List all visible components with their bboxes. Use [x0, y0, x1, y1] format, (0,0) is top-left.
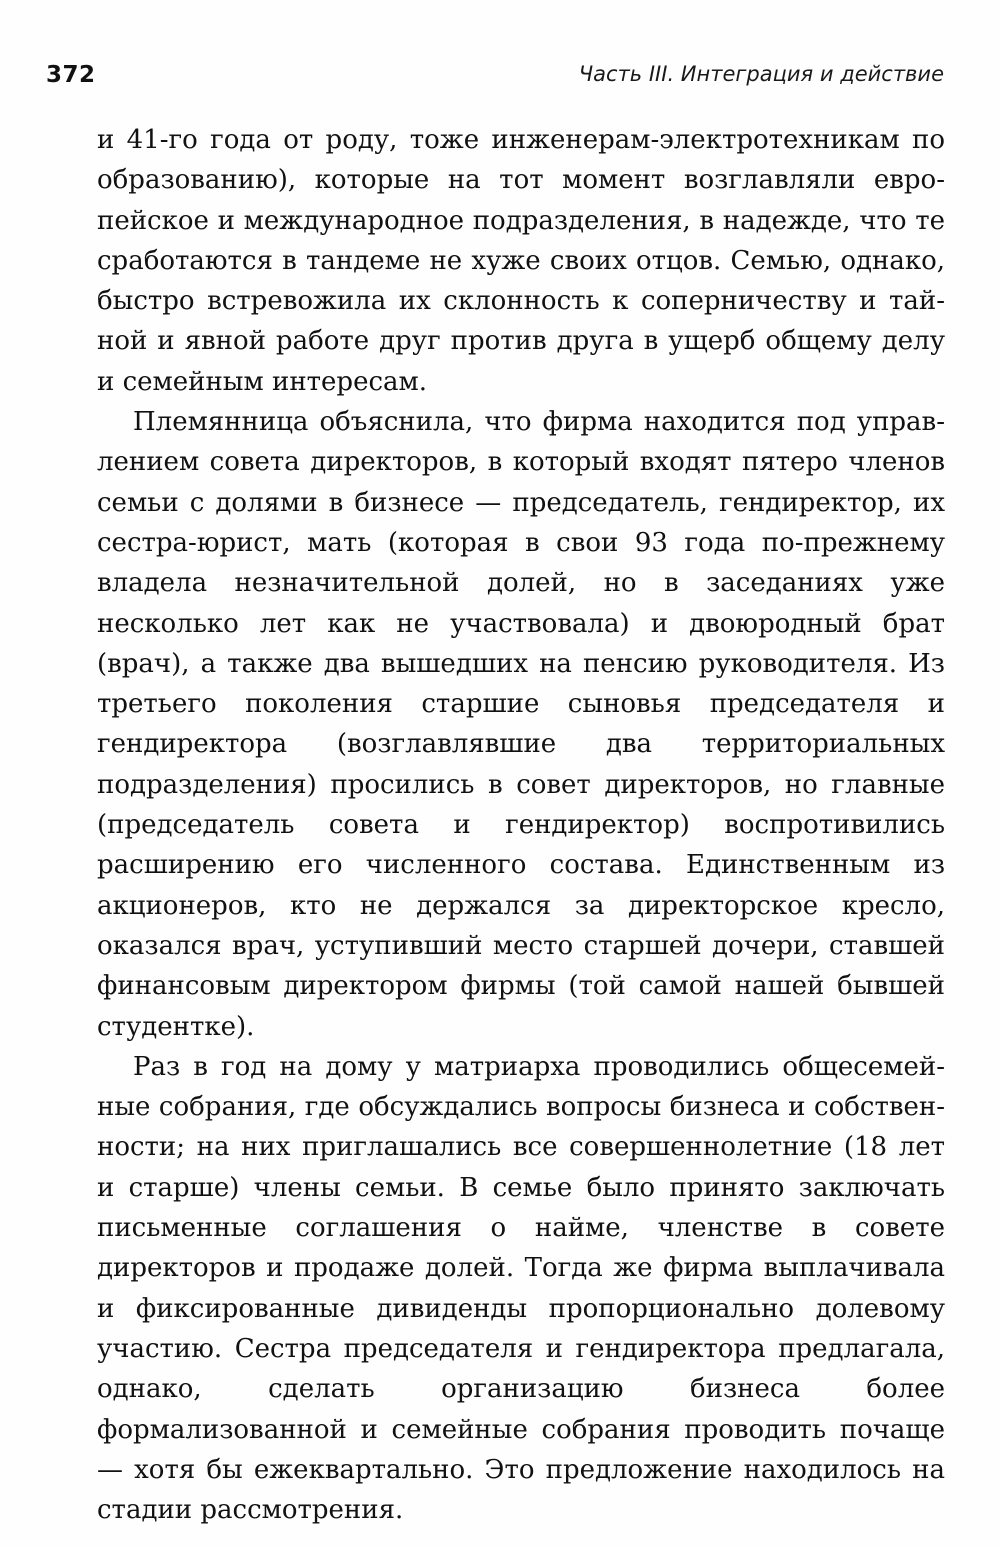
page-number: 372 — [46, 62, 96, 88]
paragraph-3: Раз в год на дому у матриарха проводились общесемейные собрания, где обсуждались вопросы бизнеса и собственности; на них приглашались все совершеннолетние (18 лет и старше) члены семьи. В семье было принято заключать письменные соглашения о найме, членстве в совете директоров и продаже долей. Тогда же фирма выплачивала и фиксированные дивиденды пропорционально долевому участию. Сестра председателя и гендиректора предлагала, однако, сделать организацию бизнеса более формализованной и семейные собрания проводить почаще — хотя бы ежеквартально. Это предложение находилось на стадии рассмотрения. — [97, 1051, 945, 1526]
section-title: Часть III. Интеграция и действие — [578, 62, 944, 86]
paragraph-1: и 41-го года от роду, тоже инженерам-электротехникам по образованию), которые на тот момент возглавляли европейское и международное подразделения, в надежде, что те сработаются в тандеме не хуже своих отцов. Семью, однако, быстро встревожила их склонность к соперничеству и тайной и явной работе друг против друга в ущерб общему делу и семейным интересам. — [97, 125, 945, 397]
running-head — [46, 60, 944, 100]
paragraph-2: Племянница объяснила, что фирма находится под управлением совета директоров, в который входят пятеро членов семьи с долями в бизнесе — председатель, гендиректор, их сестра-юрист, мать (которая в свои 93 года по-прежнему владела незначительной долей, но в заседаниях уже несколько лет как не участвовала) и двоюродный брат (врач), а также два вышедших на пенсию руководителя. Из третьего поколения старшие сыновья председателя и гендиректора (возглавлявшие два территориальных подразделения) просились в совет директоров, но главные (председатель совета и гендиректор) воспротивились расширению его численного состава. Единственным из акционеров, кто не держался за директорское кресло, оказался врач, уступивший место старшей дочери, ставшей финансовым директором фирмы (той самой нашей бывшей студентке). — [97, 407, 945, 1042]
body-text — [97, 120, 945, 1530]
